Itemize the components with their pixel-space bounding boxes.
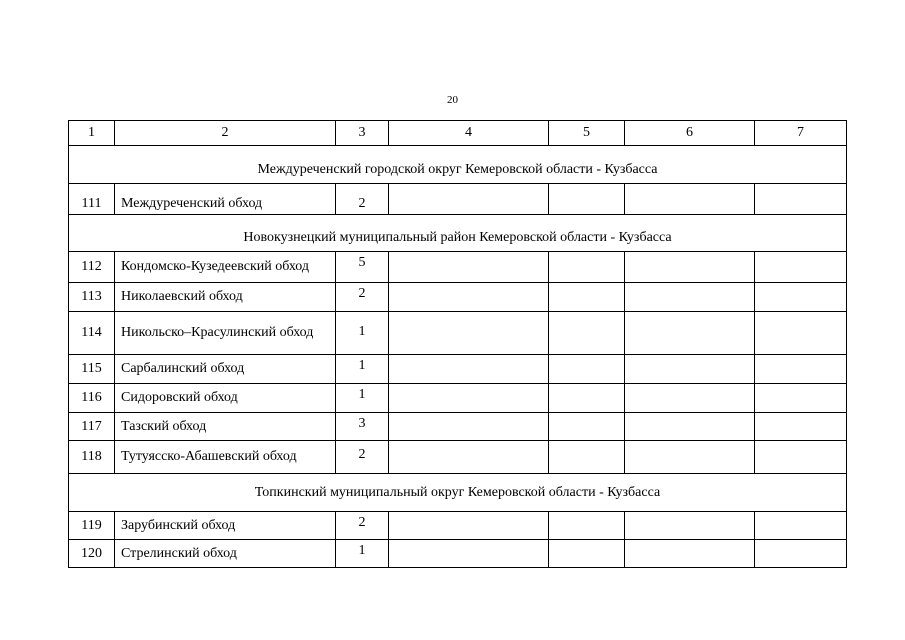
table-row [69, 283, 847, 312]
empty-cell [625, 355, 755, 384]
row-number: 117 [69, 413, 115, 441]
table-row [69, 413, 847, 441]
empty-cell [625, 283, 755, 312]
empty-cell [625, 441, 755, 474]
empty-cell [625, 312, 755, 355]
empty-cell [549, 441, 625, 474]
empty-cell [389, 384, 549, 413]
table-header-row [69, 121, 847, 146]
row-number: 114 [69, 312, 115, 355]
table-row [69, 184, 847, 215]
table-row [69, 384, 847, 413]
empty-cell [755, 384, 847, 413]
section-row [69, 146, 847, 184]
empty-cell [389, 413, 549, 441]
table-row [69, 441, 847, 474]
empty-cell [755, 252, 847, 283]
empty-cell [549, 283, 625, 312]
row-value: 1 [336, 312, 389, 355]
empty-cell [389, 312, 549, 355]
table-row [69, 252, 847, 283]
header-cell: 1 [69, 121, 115, 146]
empty-cell [755, 355, 847, 384]
section-row [69, 215, 847, 252]
row-name: Стрелинский обход [115, 540, 336, 568]
empty-cell [625, 252, 755, 283]
row-name: Зарубинский обход [115, 512, 336, 540]
empty-cell [549, 540, 625, 568]
header-cell: 6 [625, 121, 755, 146]
empty-cell [549, 355, 625, 384]
section-title: Топкинский муниципальный округ Кемеровской области - Кузбасса [69, 474, 847, 512]
row-name: Междуреченский обход [115, 184, 336, 215]
row-value: 1 [336, 384, 389, 413]
row-value: 5 [336, 252, 389, 283]
empty-cell [549, 384, 625, 413]
empty-cell [389, 184, 549, 215]
empty-cell [389, 441, 549, 474]
empty-cell [549, 184, 625, 215]
empty-cell [549, 252, 625, 283]
row-value: 1 [336, 540, 389, 568]
row-number: 113 [69, 283, 115, 312]
empty-cell [625, 413, 755, 441]
empty-cell [755, 283, 847, 312]
empty-cell [625, 512, 755, 540]
row-number: 118 [69, 441, 115, 474]
table-row [69, 540, 847, 568]
empty-cell [755, 413, 847, 441]
empty-cell [549, 312, 625, 355]
row-number: 119 [69, 512, 115, 540]
empty-cell [389, 540, 549, 568]
empty-cell [755, 184, 847, 215]
row-number: 111 [69, 184, 115, 215]
row-value: 3 [336, 413, 389, 441]
empty-cell [625, 540, 755, 568]
table-row [69, 312, 847, 355]
empty-cell [389, 355, 549, 384]
empty-cell [625, 184, 755, 215]
empty-cell [389, 252, 549, 283]
empty-cell [755, 312, 847, 355]
row-name: Никольско–Красулинский обход [115, 312, 336, 355]
row-number: 120 [69, 540, 115, 568]
row-number: 115 [69, 355, 115, 384]
row-name: Сидоровский обход [115, 384, 336, 413]
header-cell: 2 [115, 121, 336, 146]
row-name: Сарбалинский обход [115, 355, 336, 384]
row-value: 2 [336, 512, 389, 540]
header-cell: 4 [389, 121, 549, 146]
empty-cell [549, 413, 625, 441]
row-value: 2 [336, 283, 389, 312]
row-number: 116 [69, 384, 115, 413]
row-value: 1 [336, 355, 389, 384]
empty-cell [389, 512, 549, 540]
row-name: Кондомско-Кузедеевский обход [115, 252, 336, 283]
row-value: 2 [336, 441, 389, 474]
empty-cell [625, 384, 755, 413]
section-row [69, 474, 847, 512]
empty-cell [755, 441, 847, 474]
row-name: Николаевский обход [115, 283, 336, 312]
header-cell: 5 [549, 121, 625, 146]
header-cell: 7 [755, 121, 847, 146]
section-title: Междуреченский городской округ Кемеровской области - Кузбасса [69, 146, 847, 184]
row-name: Тазский обход [115, 413, 336, 441]
row-number: 112 [69, 252, 115, 283]
empty-cell [389, 283, 549, 312]
table-row [69, 512, 847, 540]
row-name: Тутуясско-Абашевский обход [115, 441, 336, 474]
empty-cell [549, 512, 625, 540]
row-value: 2 [336, 184, 389, 215]
table-row [69, 355, 847, 384]
empty-cell [755, 540, 847, 568]
empty-cell [755, 512, 847, 540]
document-table [68, 120, 847, 568]
page-number: 20 [447, 94, 458, 106]
header-cell: 3 [336, 121, 389, 146]
section-title: Новокузнецкий муниципальный район Кемеровской области - Кузбасса [69, 215, 847, 252]
